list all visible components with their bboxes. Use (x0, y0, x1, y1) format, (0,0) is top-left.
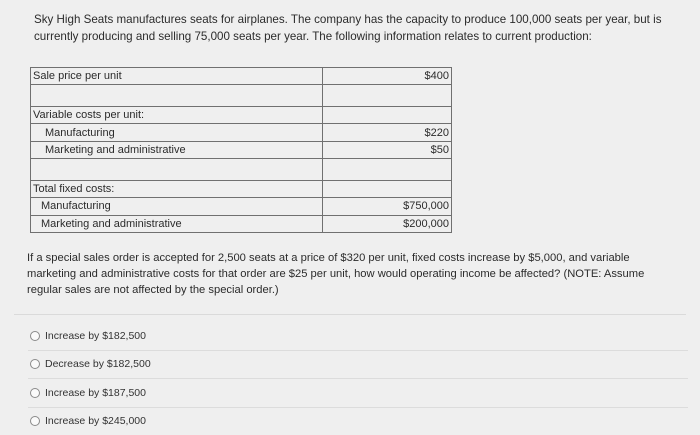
answer-option-1[interactable] (28, 322, 688, 350)
spacer-cell (31, 159, 323, 180)
radio-button[interactable] (30, 388, 40, 398)
answer-option-4[interactable] (28, 407, 688, 435)
problem-intro: Sky High Seats manufactures seats for airplanes. The company has the capacity to produce 100,000 seats per year, but is currently producing and selling 75,000 seats per year. The following information relates to current production: (34, 11, 674, 45)
answer-option-2[interactable] (28, 350, 688, 379)
var-marketing-value: $50 (323, 141, 452, 158)
fixed-costs-heading: Total fixed costs: (31, 180, 323, 197)
var-marketing-label: Marketing and administrative (31, 141, 323, 158)
spacer-cell (323, 180, 452, 197)
spacer-cell (31, 85, 323, 106)
fixed-manufacturing-value: $750,000 (323, 198, 452, 215)
radio-button[interactable] (30, 331, 40, 341)
divider (14, 314, 686, 315)
sale-price-value: $400 (323, 68, 452, 85)
spacer-cell (323, 159, 452, 180)
answer-options (28, 322, 688, 435)
answer-option-label: Increase by $187,500 (45, 387, 146, 399)
spacer-cell (323, 85, 452, 106)
var-manufacturing-label: Manufacturing (31, 124, 323, 141)
fixed-marketing-value: $200,000 (323, 215, 452, 232)
sale-price-label: Sale price per unit (31, 68, 323, 85)
spacer-cell (323, 106, 452, 123)
answer-option-3[interactable] (28, 378, 688, 407)
answer-option-label: Increase by $182,500 (45, 330, 146, 342)
var-manufacturing-value: $220 (323, 124, 452, 141)
radio-button[interactable] (30, 359, 40, 369)
question-text: If a special sales order is accepted for 2,500 seats at a price of $320 per unit, fixed costs increase by $5,000, and variable marketing and administrative costs for that order are $25 per unit, how would operating income be affected? (NOTE: Assume regular sales are not affected by the special order.) (27, 250, 677, 298)
fixed-manufacturing-label: Manufacturing (31, 198, 323, 215)
cost-table (30, 67, 452, 233)
fixed-marketing-label: Marketing and administrative (31, 215, 323, 232)
answer-option-label: Increase by $245,000 (45, 415, 146, 427)
radio-button[interactable] (30, 416, 40, 426)
answer-option-label: Decrease by $182,500 (45, 358, 151, 370)
variable-costs-heading: Variable costs per unit: (31, 106, 323, 123)
